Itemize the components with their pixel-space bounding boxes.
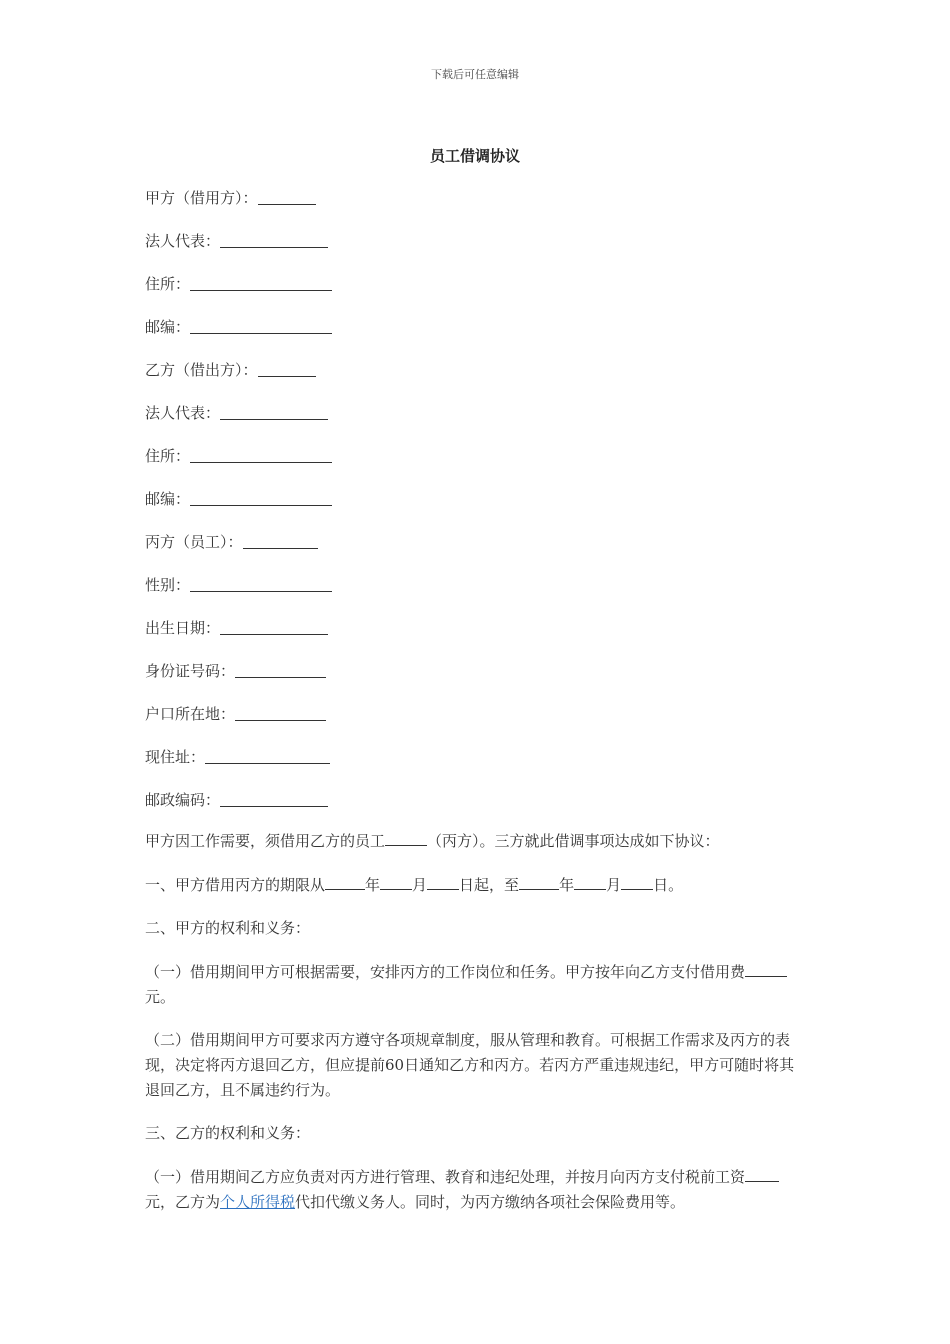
text: （丙方）。三方就此借调事项达成如下协议：	[427, 832, 720, 850]
text: 月	[606, 876, 622, 894]
field-party-b-address	[145, 444, 332, 487]
clause-paragraph	[145, 959, 805, 1010]
blank-line	[205, 745, 330, 764]
text: 元。	[145, 988, 176, 1006]
field-party-a	[145, 186, 332, 229]
blank-line	[190, 272, 332, 291]
blank-line	[380, 872, 412, 890]
clause-paragraph	[145, 1164, 805, 1215]
blank-line	[385, 828, 427, 846]
field-party-a-rep	[145, 229, 332, 272]
blank-line	[258, 358, 316, 377]
blank-line	[220, 788, 328, 807]
section-heading: 三、乙方的权利和义务：	[145, 1124, 311, 1142]
field-label: 丙方（员工）：	[145, 533, 243, 551]
field-label: 邮政编码：	[145, 791, 221, 809]
blank-line	[220, 229, 328, 248]
party-fields	[145, 186, 332, 831]
tax-link[interactable]: 个人所得税	[220, 1193, 296, 1211]
field-postal-code	[145, 788, 332, 831]
header-note: 下载后可任意编辑	[431, 68, 519, 81]
text: 一、甲方借用丙方的期限从	[145, 876, 326, 894]
text: 年	[559, 876, 575, 894]
blank-line	[745, 959, 787, 977]
clause-paragraph: （二）借用期间甲方可要求丙方遵守各项规章制度，服从管理和教育。可根据工作需求及丙方的表现，决定将丙方退回乙方，但应提前60日通知乙方和丙方。若丙方严重违规违纪，甲方可随时将其退回乙方，且不属违约行为。	[145, 1031, 795, 1099]
blank-line	[427, 872, 459, 890]
document-title: 员工借调协议	[429, 147, 520, 165]
blank-line	[235, 702, 326, 721]
field-label: 性别：	[145, 576, 191, 594]
blank-line	[243, 530, 318, 549]
text: 代扣代缴义务人。同时，为丙方缴纳各项社会保险费用等。	[295, 1193, 686, 1211]
agreement-body	[145, 828, 805, 1233]
blank-line	[190, 487, 332, 506]
text: 日。	[653, 876, 684, 894]
field-label: 甲方（借用方）：	[145, 189, 258, 207]
blank-line	[190, 315, 332, 334]
blank-line	[325, 872, 365, 890]
blank-line	[574, 872, 606, 890]
blank-line	[258, 186, 316, 205]
text: （一）借用期间乙方应负责对丙方进行管理、教育和违纪处理，并按月向丙方支付税前工资	[145, 1168, 746, 1186]
text: 甲方因工作需要，须借用乙方的员工	[145, 832, 386, 850]
field-label: 乙方（借出方）：	[145, 361, 258, 379]
blank-line	[190, 444, 332, 463]
term-paragraph	[145, 872, 805, 898]
field-label: 邮编：	[145, 318, 191, 336]
field-label: 法人代表：	[145, 404, 221, 422]
field-party-b	[145, 358, 332, 401]
field-id-number	[145, 659, 332, 702]
field-label: 现住址：	[145, 748, 206, 766]
blank-line	[621, 872, 653, 890]
field-label: 身份证号码：	[145, 662, 236, 680]
field-hukou	[145, 702, 332, 745]
blank-line	[190, 573, 332, 592]
text: 年	[365, 876, 381, 894]
blank-line	[220, 401, 328, 420]
section-heading: 二、甲方的权利和义务：	[145, 919, 311, 937]
field-party-a-address	[145, 272, 332, 315]
text: 日起，至	[459, 876, 520, 894]
blank-line	[745, 1164, 779, 1182]
field-label: 出生日期：	[145, 619, 221, 637]
blank-line	[519, 872, 559, 890]
field-birth-date	[145, 616, 332, 659]
field-party-c	[145, 530, 332, 573]
field-label: 户口所在地：	[145, 705, 236, 723]
field-party-a-postcode	[145, 315, 332, 358]
field-label: 邮编：	[145, 490, 191, 508]
blank-line	[235, 659, 326, 678]
field-party-b-rep	[145, 401, 332, 444]
intro-paragraph	[145, 828, 805, 854]
field-party-b-postcode	[145, 487, 332, 530]
blank-line	[220, 616, 328, 635]
field-gender	[145, 573, 332, 616]
text: （一）借用期间甲方可根据需要，安排丙方的工作岗位和任务。甲方按年向乙方支付借用费	[145, 963, 746, 981]
text: 元，乙方为	[145, 1193, 221, 1211]
text: 月	[412, 876, 428, 894]
field-label: 住所：	[145, 275, 191, 293]
field-label: 住所：	[145, 447, 191, 465]
field-current-address	[145, 745, 332, 788]
field-label: 法人代表：	[145, 232, 221, 250]
